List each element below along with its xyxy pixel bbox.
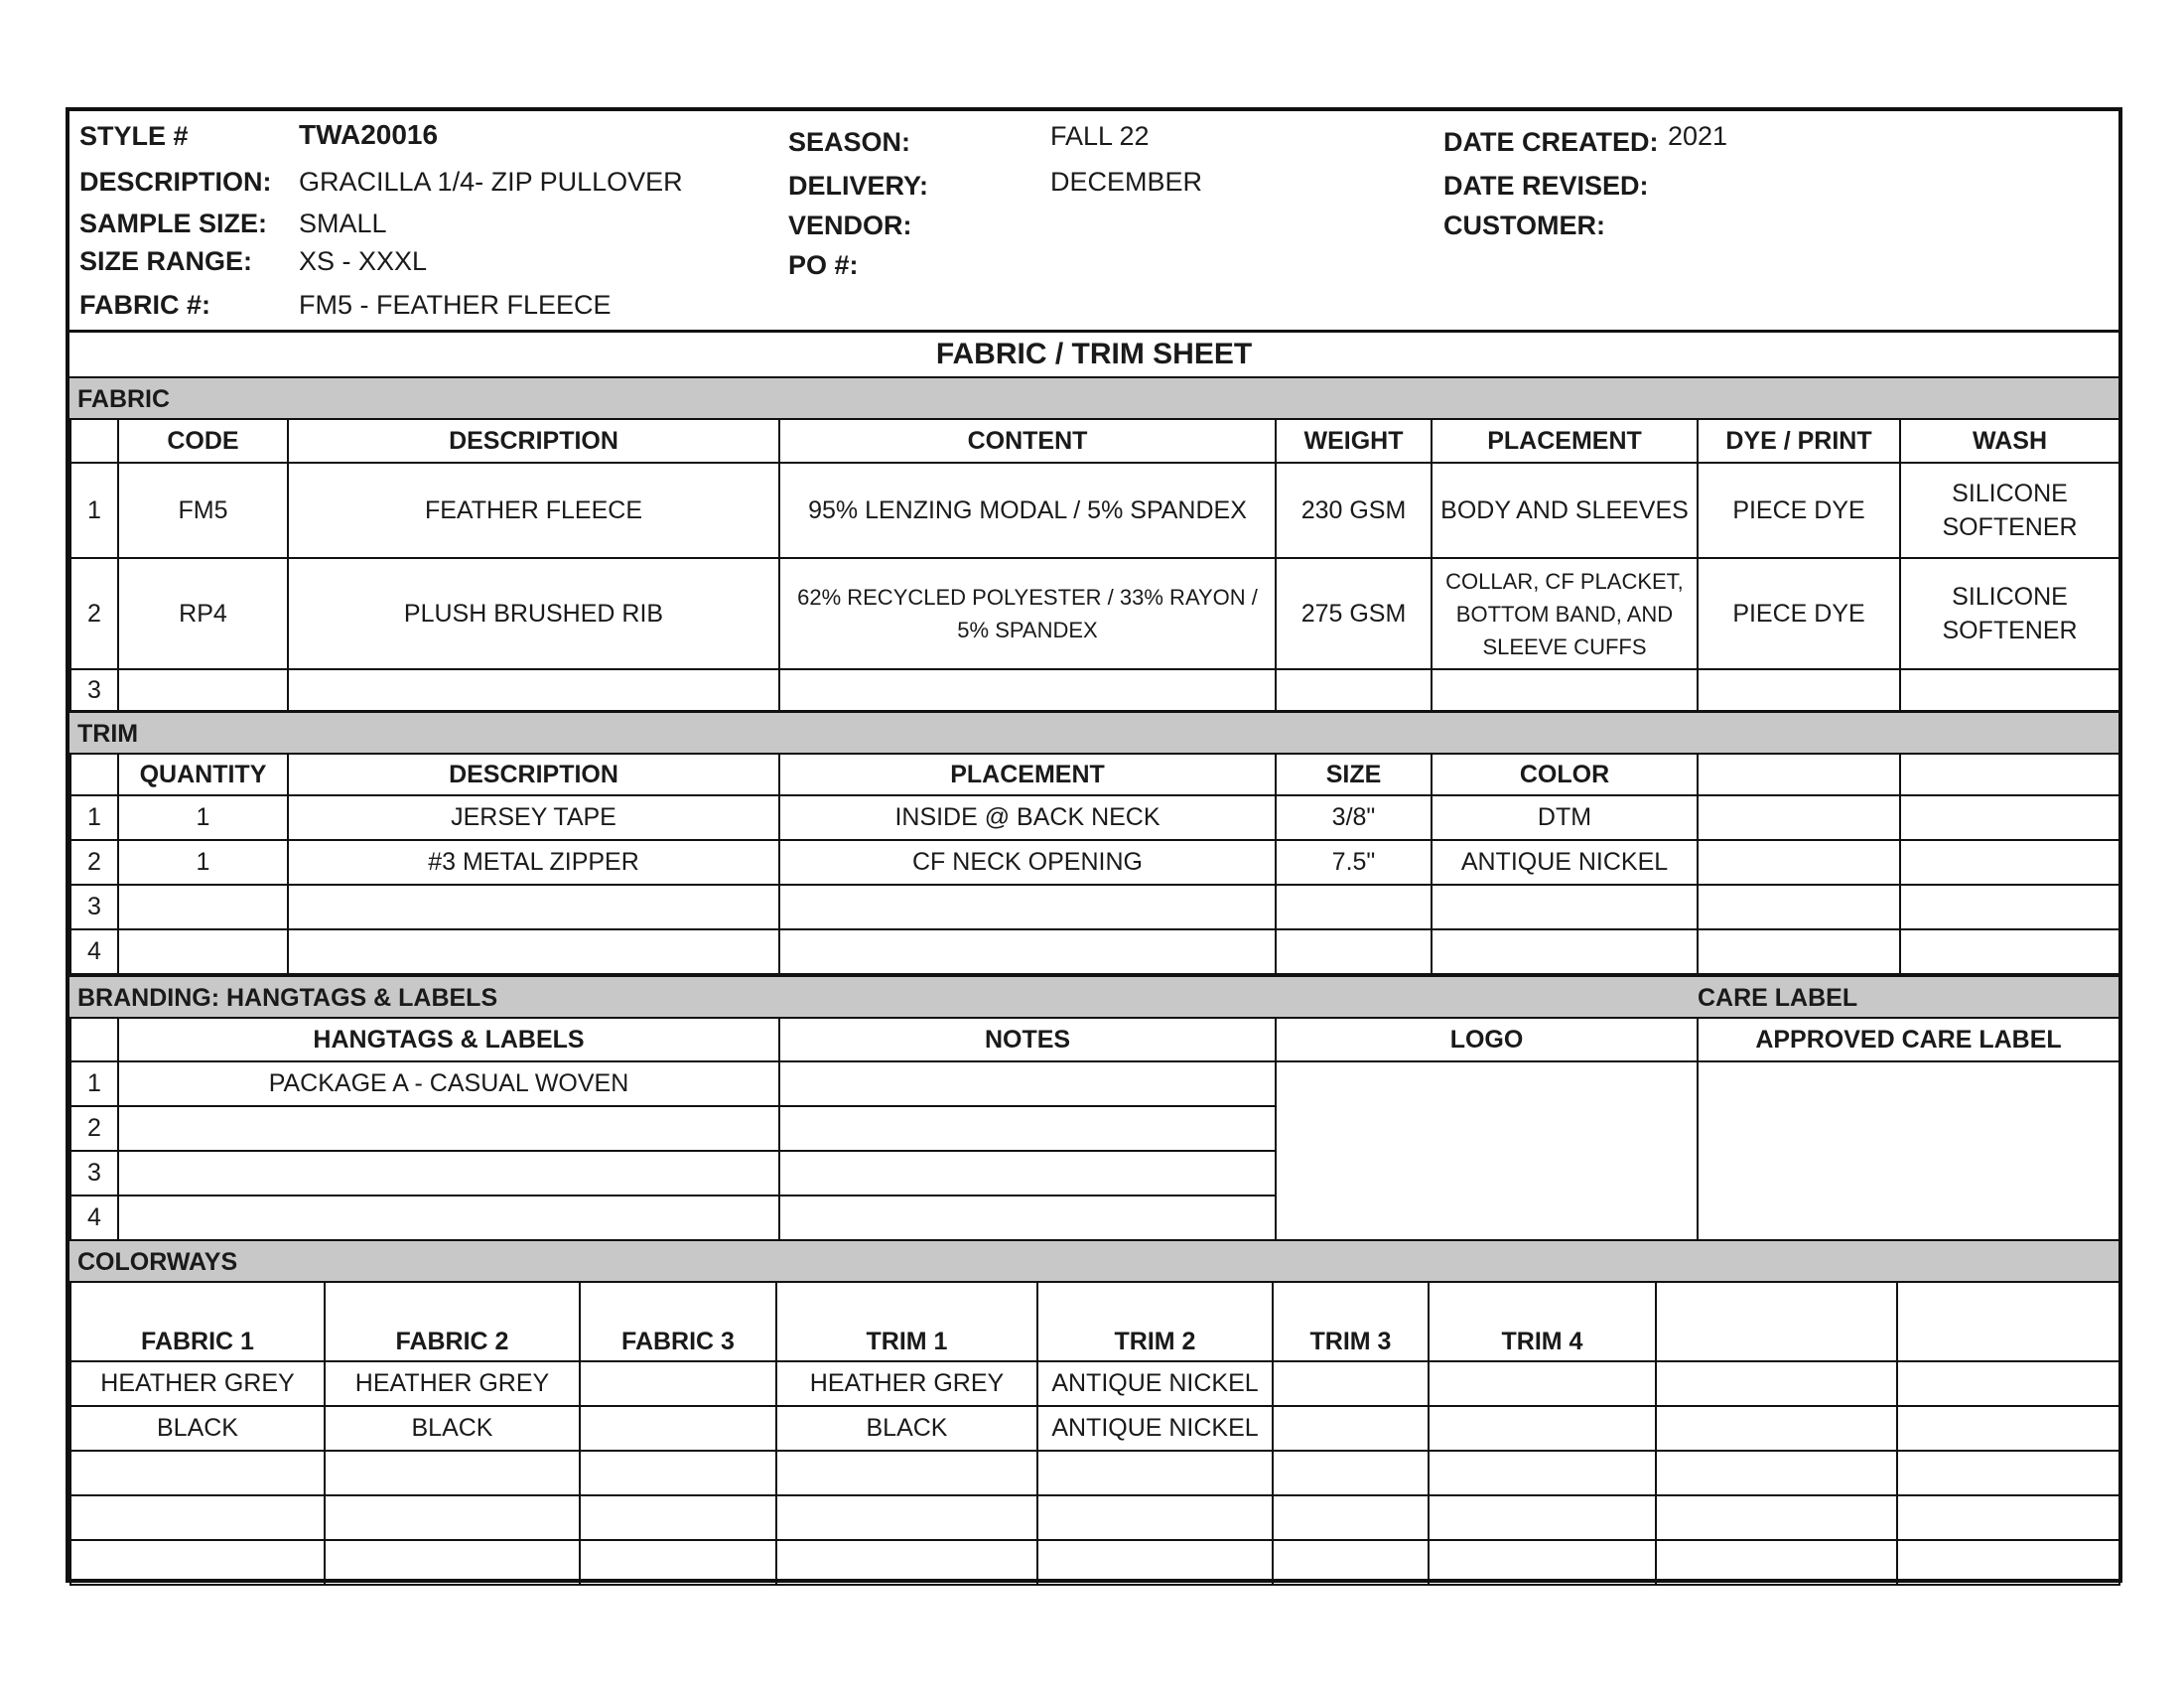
fabric-row xyxy=(70,558,2119,669)
branding-cell xyxy=(118,1106,779,1151)
branding-cell xyxy=(779,1061,1276,1106)
colorways-section-header: COLORWAYS xyxy=(69,1239,2118,1281)
trim-cell: INSIDE @ BACK NECK xyxy=(779,795,1276,840)
fabric-cell: SILICONE SOFTENER xyxy=(1900,558,2119,669)
colorways-cell xyxy=(1037,1451,1273,1495)
fabric-cell: PLUSH BRUSHED RIB xyxy=(288,558,779,669)
sheet-title: FABRIC / TRIM SHEET xyxy=(69,330,2118,379)
po-label: PO #: xyxy=(788,250,859,280)
colorways-cell xyxy=(1897,1406,2119,1451)
colorways-cell xyxy=(1429,1406,1656,1451)
trim-cell xyxy=(1900,795,2119,840)
branding-col-header: NOTES xyxy=(779,1018,1276,1061)
branding-table xyxy=(69,1017,2120,1241)
branding-cell xyxy=(779,1196,1276,1240)
trim-cell xyxy=(1432,929,1698,974)
fabric-no-value: FM5 - FEATHER FLEECE xyxy=(299,290,612,320)
care-label-section-title: CARE LABEL xyxy=(1698,984,1858,1012)
trim-cell xyxy=(1698,885,1900,929)
logo-box xyxy=(1276,1061,1698,1240)
fabric-cell xyxy=(779,669,1276,711)
colorways-cell xyxy=(580,1540,776,1585)
trim-cell: #3 METAL ZIPPER xyxy=(288,840,779,885)
colorways-cell xyxy=(580,1361,776,1406)
style-value: TWA20016 xyxy=(299,119,439,150)
fabric-table xyxy=(69,418,2120,712)
colorways-cell xyxy=(1656,1406,1897,1451)
fabric-col-header: WASH xyxy=(1900,419,2119,463)
colorways-cell xyxy=(1429,1361,1656,1406)
colorways-cell: HEATHER GREY xyxy=(776,1361,1037,1406)
colorways-cell xyxy=(776,1451,1037,1495)
colorways-col-header: TRIM 4 xyxy=(1429,1282,1656,1361)
colorways-cell xyxy=(1429,1451,1656,1495)
trim-cell: 3 xyxy=(70,885,118,929)
fabric-col-header: WEIGHT xyxy=(1276,419,1432,463)
season-value: FALL 22 xyxy=(1050,121,1150,151)
customer-label: CUSTOMER: xyxy=(1443,211,1606,240)
description-label: DESCRIPTION: xyxy=(79,167,272,197)
trim-col-header xyxy=(70,754,118,795)
fabric-cell: PIECE DYE xyxy=(1698,558,1900,669)
trim-cell xyxy=(1698,795,1900,840)
fabric-cell xyxy=(1900,669,2119,711)
colorways-cell xyxy=(1037,1540,1273,1585)
date-revised-label: DATE REVISED: xyxy=(1443,171,1649,201)
colorways-cell xyxy=(1897,1361,2119,1406)
trim-col-header: SIZE xyxy=(1276,754,1432,795)
colorways-col-header: TRIM 1 xyxy=(776,1282,1037,1361)
branding-cell xyxy=(118,1196,779,1240)
branding-cell: 4 xyxy=(70,1196,118,1240)
branding-cell xyxy=(779,1106,1276,1151)
trim-col-header: QUANTITY xyxy=(118,754,288,795)
colorways-header-row xyxy=(70,1282,2119,1361)
fabric-cell: PIECE DYE xyxy=(1698,463,1900,558)
fabric-cell: FEATHER FLEECE xyxy=(288,463,779,558)
trim-cell xyxy=(1432,885,1698,929)
trim-col-header: DESCRIPTION xyxy=(288,754,779,795)
fabric-cell: 3 xyxy=(70,669,118,711)
spec-sheet xyxy=(66,107,2122,1583)
branding-section-title: BRANDING: HANGTAGS & LABELS xyxy=(77,984,498,1012)
colorways-cell: ANTIQUE NICKEL xyxy=(1037,1361,1273,1406)
trim-section-header: TRIM xyxy=(69,711,2118,753)
colorways-col-header: FABRIC 2 xyxy=(325,1282,580,1361)
trim-cell xyxy=(1698,840,1900,885)
colorways-row xyxy=(70,1540,2119,1585)
trim-col-header xyxy=(1900,754,2119,795)
fabric-cell xyxy=(118,669,288,711)
branding-cell xyxy=(118,1151,779,1196)
fabric-col-header: DESCRIPTION xyxy=(288,419,779,463)
colorways-cell xyxy=(325,1495,580,1540)
colorways-col-header: FABRIC 1 xyxy=(70,1282,325,1361)
fabric-col-header: CONTENT xyxy=(779,419,1276,463)
fabric-cell: COLLAR, CF PLACKET, BOTTOM BAND, AND SLEEVE CUFFS xyxy=(1432,558,1698,669)
colorways-cell xyxy=(1273,1495,1429,1540)
trim-cell: ANTIQUE NICKEL xyxy=(1432,840,1698,885)
trim-cell xyxy=(1276,929,1432,974)
branding-cell: PACKAGE A - CASUAL WOVEN xyxy=(118,1061,779,1106)
colorways-cell xyxy=(1897,1540,2119,1585)
fabric-section-header: FABRIC xyxy=(69,376,2118,418)
season-label: SEASON: xyxy=(788,127,911,157)
colorways-cell xyxy=(580,1451,776,1495)
colorways-table xyxy=(69,1281,2120,1586)
trim-cell: 1 xyxy=(118,840,288,885)
trim-cell xyxy=(288,929,779,974)
colorways-cell: BLACK xyxy=(70,1406,325,1451)
trim-cell: 7.5" xyxy=(1276,840,1432,885)
colorways-col-header: TRIM 3 xyxy=(1273,1282,1429,1361)
trim-col-header xyxy=(1698,754,1900,795)
colorways-cell xyxy=(1897,1495,2119,1540)
branding-cell: 3 xyxy=(70,1151,118,1196)
fabric-cell xyxy=(1698,669,1900,711)
description-value: GRACILLA 1/4- ZIP PULLOVER xyxy=(299,167,683,197)
delivery-value: DECEMBER xyxy=(1050,167,1203,197)
trim-col-header: PLACEMENT xyxy=(779,754,1276,795)
colorways-cell xyxy=(1273,1406,1429,1451)
colorways-cell xyxy=(1897,1451,2119,1495)
trim-cell xyxy=(779,929,1276,974)
branding-col-header: HANGTAGS & LABELS xyxy=(118,1018,779,1061)
trim-cell: 1 xyxy=(70,795,118,840)
trim-cell: 2 xyxy=(70,840,118,885)
trim-cell xyxy=(118,929,288,974)
trim-cell: 3/8" xyxy=(1276,795,1432,840)
colorways-cell: BLACK xyxy=(776,1406,1037,1451)
colorways-cell xyxy=(776,1495,1037,1540)
colorways-cell xyxy=(1656,1451,1897,1495)
trim-table xyxy=(69,753,2120,975)
size-range-label: SIZE RANGE: xyxy=(79,246,253,276)
fabric-col-header: CODE xyxy=(118,419,288,463)
colorways-row xyxy=(70,1495,2119,1540)
branding-col-header: APPROVED CARE LABEL xyxy=(1698,1018,2119,1061)
date-created-label: DATE CREATED: xyxy=(1443,127,1659,157)
colorways-cell xyxy=(1656,1540,1897,1585)
colorways-cell: BLACK xyxy=(325,1406,580,1451)
fabric-col-header: DYE / PRINT xyxy=(1698,419,1900,463)
approved-care-label-box xyxy=(1698,1061,2119,1240)
branding-header-row xyxy=(70,1018,2119,1061)
fabric-cell xyxy=(1432,669,1698,711)
colorways-cell xyxy=(1273,1451,1429,1495)
trim-cell: CF NECK OPENING xyxy=(779,840,1276,885)
branding-col-header xyxy=(70,1018,118,1061)
fabric-cell: BODY AND SLEEVES xyxy=(1432,463,1698,558)
colorways-cell xyxy=(580,1495,776,1540)
colorways-row xyxy=(70,1451,2119,1495)
fabric-cell: 1 xyxy=(70,463,118,558)
colorways-cell xyxy=(580,1406,776,1451)
fabric-col-header xyxy=(70,419,118,463)
branding-cell xyxy=(779,1151,1276,1196)
colorways-cell: HEATHER GREY xyxy=(325,1361,580,1406)
colorways-cell xyxy=(325,1540,580,1585)
trim-cell xyxy=(779,885,1276,929)
trim-cell xyxy=(1900,840,2119,885)
sample-size-value: SMALL xyxy=(299,209,387,238)
colorways-col-header xyxy=(1656,1282,1897,1361)
trim-header-row xyxy=(70,754,2119,795)
date-created-value: 2021 xyxy=(1668,121,1728,151)
colorways-cell xyxy=(325,1451,580,1495)
fabric-cell: RP4 xyxy=(118,558,288,669)
colorways-cell xyxy=(1273,1361,1429,1406)
colorways-row xyxy=(70,1361,2119,1406)
colorways-cell: ANTIQUE NICKEL xyxy=(1037,1406,1273,1451)
colorways-cell xyxy=(1037,1495,1273,1540)
fabric-cell: 230 GSM xyxy=(1276,463,1432,558)
colorways-cell: HEATHER GREY xyxy=(70,1361,325,1406)
trim-cell xyxy=(1900,929,2119,974)
colorways-cell xyxy=(1656,1361,1897,1406)
sample-size-label: SAMPLE SIZE: xyxy=(79,209,268,238)
style-label: STYLE # xyxy=(79,121,189,151)
colorways-row xyxy=(70,1406,2119,1451)
fabric-no-label: FABRIC #: xyxy=(79,290,211,320)
trim-cell xyxy=(118,885,288,929)
branding-section-header xyxy=(69,975,2118,1017)
delivery-label: DELIVERY: xyxy=(788,171,929,201)
fabric-cell: 2 xyxy=(70,558,118,669)
fabric-cell: SILICONE SOFTENER xyxy=(1900,463,2119,558)
vendor-label: VENDOR: xyxy=(788,211,912,240)
fabric-cell: 275 GSM xyxy=(1276,558,1432,669)
trim-cell: 1 xyxy=(118,795,288,840)
fabric-cell: FM5 xyxy=(118,463,288,558)
fabric-col-header: PLACEMENT xyxy=(1432,419,1698,463)
colorways-cell xyxy=(1429,1540,1656,1585)
fabric-cell: 62% RECYCLED POLYESTER / 33% RAYON / 5% SPANDEX xyxy=(779,558,1276,669)
colorways-cell xyxy=(776,1540,1037,1585)
trim-row xyxy=(70,795,2119,840)
branding-col-header: LOGO xyxy=(1276,1018,1698,1061)
colorways-cell xyxy=(1656,1495,1897,1540)
trim-row xyxy=(70,840,2119,885)
fabric-row xyxy=(70,463,2119,558)
colorways-col-header xyxy=(1897,1282,2119,1361)
colorways-cell xyxy=(1429,1495,1656,1540)
colorways-cell xyxy=(1273,1540,1429,1585)
trim-cell: DTM xyxy=(1432,795,1698,840)
branding-cell: 2 xyxy=(70,1106,118,1151)
colorways-cell xyxy=(70,1451,325,1495)
trim-cell xyxy=(288,885,779,929)
trim-cell: 4 xyxy=(70,929,118,974)
size-range-value: XS - XXXL xyxy=(299,246,428,276)
trim-cell xyxy=(1276,885,1432,929)
trim-col-header: COLOR xyxy=(1432,754,1698,795)
trim-cell: JERSEY TAPE xyxy=(288,795,779,840)
trim-row xyxy=(70,929,2119,974)
colorways-col-header: FABRIC 3 xyxy=(580,1282,776,1361)
branding-row xyxy=(70,1061,2119,1106)
branding-cell: 1 xyxy=(70,1061,118,1106)
colorways-cell xyxy=(70,1540,325,1585)
fabric-row xyxy=(70,669,2119,711)
colorways-cell xyxy=(70,1495,325,1540)
fabric-header-row xyxy=(70,419,2119,463)
trim-cell xyxy=(1900,885,2119,929)
fabric-cell: 95% LENZING MODAL / 5% SPANDEX xyxy=(779,463,1276,558)
colorways-col-header: TRIM 2 xyxy=(1037,1282,1273,1361)
trim-cell xyxy=(1698,929,1900,974)
fabric-cell xyxy=(1276,669,1432,711)
trim-row xyxy=(70,885,2119,929)
fabric-cell xyxy=(288,669,779,711)
